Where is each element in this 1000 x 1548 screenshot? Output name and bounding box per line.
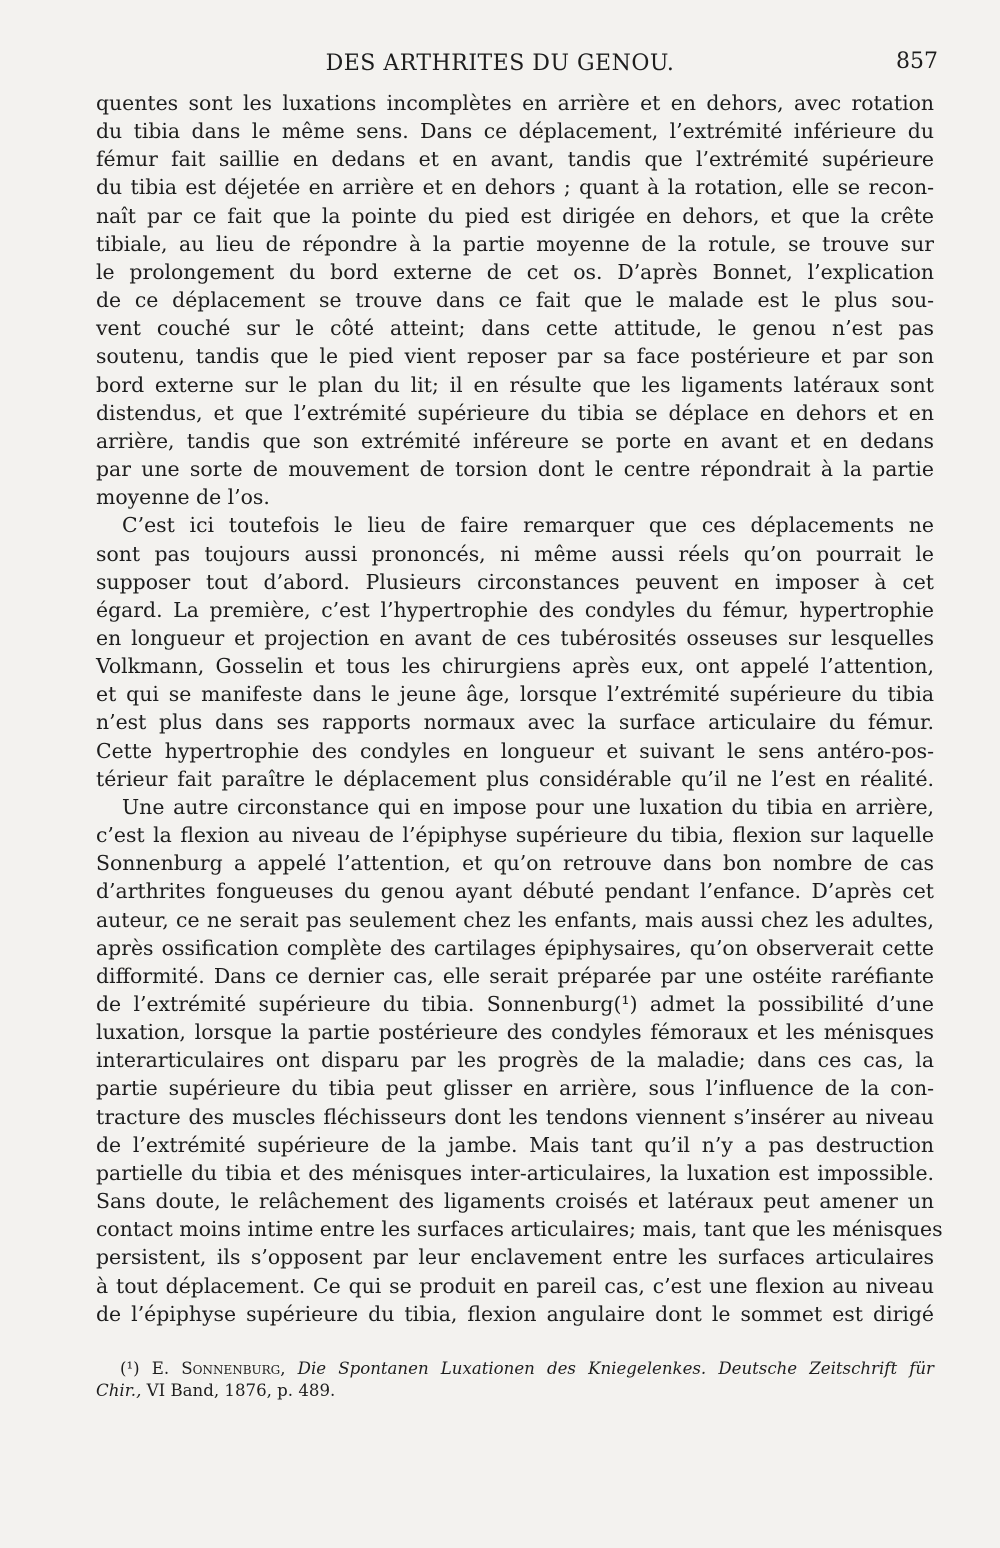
text-line: auteur, ce ne serait pas seulement chez les enfants, mais aussi chez les adultes, [96, 907, 934, 932]
text-line: d’arthrites fongueuses du genou ayant débuté pendant l’enfance. D’après cet [96, 879, 934, 904]
footnote-title: Die Spontanen Luxationen des Kniegelenkes. Deutsche Zeitschrift für [297, 1359, 934, 1378]
text-line: bord externe sur le plan du lit; il en résulte que les ligaments latéraux sont [96, 372, 934, 397]
text-line: persistent, ils s’opposent par leur enclavement entre les surfaces articulaires [96, 1245, 934, 1270]
text-line: distendus, et que l’extrémité supérieure du tibia se déplace en dehors et en [96, 400, 934, 425]
text-line: de l’extrémité supérieure du tibia. Sonnenburg(¹) admet la possibilité d’une [96, 992, 934, 1016]
paragraph-start-line: Une autre circonstance qui en impose pour une luxation du tibia en arrière, [122, 794, 934, 819]
text-line: en longueur et projection en avant de ces tubérosités osseuses sur lesquelles [96, 625, 934, 650]
text-line: après ossification complète des cartilages épiphysaires, qu’on observerait cette [96, 935, 934, 960]
running-title: DES ARTHRITES DU GENOU. [325, 51, 675, 76]
text-line: Cette hypertrophie des condyles en longueur et suivant le sens antéro-pos- [96, 738, 934, 763]
text-line: tibiale, au lieu de répondre à la partie moyenne de la rotule, se trouve sur [96, 231, 934, 256]
footnote-details: VI Band, 1876, p. 489. [141, 1381, 336, 1400]
text-line: naît par ce fait que la pointe du pied est dirigée en dehors, et que la crête [96, 203, 934, 228]
text-line: difformité. Dans ce dernier cas, elle serait préparée par une ostéite raréfiante [96, 963, 934, 988]
text-line: et qui se manifeste dans le jeune âge, lorsque l’extrémité supérieure du tibia [96, 682, 934, 707]
text-line: fémur fait saillie en dedans et en avant, tandis que l’extrémité supérieure [96, 147, 934, 172]
text-line: égard. La première, c’est l’hypertrophie des condyles du fémur, hypertrophie [96, 597, 934, 622]
text-line: soutenu, tandis que le pied vient reposer par sa face postérieure et par son [96, 344, 934, 369]
text-line: tracture des muscles fléchisseurs dont les tendons viennent s’insérer au niveau [96, 1104, 934, 1129]
footnote-line [96, 1380, 934, 1402]
text-line: à tout déplacement. Ce qui se produit en pareil cas, c’est une flexion au niveau [96, 1273, 934, 1298]
text-line: par une sorte de mouvement de torsion dont le centre répondrait à la partie [96, 457, 934, 482]
text-line: Sonnenburg a appelé l’attention, et qu’on retrouve dans bon nombre de cas [96, 851, 934, 876]
footnote-line [96, 1358, 934, 1380]
text-line: de l’extrémité supérieure de la jambe. Mais tant qu’il n’y a pas destruction [96, 1132, 934, 1157]
footnote-author: Sonnenburg, [181, 1359, 286, 1378]
text-line: du tibia dans le même sens. Dans ce déplacement, l’extrémité inférieure du [96, 119, 934, 144]
text-line: Sans doute, le relâchement des ligaments croisés et latéraux peut amener un [96, 1189, 934, 1214]
text-line: sont pas toujours aussi prononcés, ni même aussi réels qu’on pourrait le [96, 541, 934, 566]
text-line: partie supérieure du tibia peut glisser en arrière, sous l’influence de la con- [96, 1076, 934, 1101]
text-line: de ce déplacement se trouve dans ce fait que le malade est le plus sou- [96, 288, 934, 313]
text-line: contact moins intime entre les surfaces articulaires; mais, tant que les ménisques [96, 1217, 943, 1242]
text-line: c’est la flexion au niveau de l’épiphyse supérieure du tibia, flexion sur laquelle [96, 823, 934, 848]
paragraph-start-line: C’est ici toutefois le lieu de faire remarquer que ces déplacements ne [122, 513, 934, 538]
text-line: luxation, lorsque la partie postérieure des condyles fémoraux et les ménisques [96, 1020, 934, 1045]
text-line: moyenne de l’os. [96, 485, 270, 510]
text-line: interarticulaires ont disparu par les progrès de la maladie; dans ces cas, la [96, 1048, 934, 1073]
text-line: térieur fait paraître le déplacement plus considérable qu’il ne l’est en réalité. [96, 766, 934, 791]
text-line: n’est plus dans ses rapports normaux avec la surface articulaire du fémur. [96, 710, 934, 735]
body-text [96, 89, 943, 1328]
text-line: partielle du tibia et des ménisques inter-articulaires, la luxation est impossible. [96, 1160, 934, 1185]
text-line: supposer tout d’abord. Plusieurs circonstances peuvent en imposer à cet [96, 569, 934, 594]
text-line: le prolongement du bord externe de cet os. D’après Bonnet, l’explication [96, 259, 934, 284]
page-number: 857 [896, 49, 938, 74]
footnote-journal: Chir., [96, 1381, 142, 1400]
text-line: Volkmann, Gosselin et tous les chirurgiens après eux, ont appelé l’attention, [96, 654, 934, 679]
text-line: de l’épiphyse supérieure du tibia, flexion angulaire dont le sommet est dirigé [96, 1301, 934, 1326]
text-line: vent couché sur le côté atteint; dans cette attitude, le genou n’est pas [96, 316, 934, 341]
footnote-marker: (¹) E. [120, 1359, 170, 1378]
text-line: arrière, tandis que son extrémité inféreure se porte en avant et en dedans [96, 428, 934, 453]
text-line: du tibia est déjetée en arrière et en dehors ; quant à la rotation, elle se recon- [96, 175, 934, 200]
text-line: quentes sont les luxations incomplètes en arrière et en dehors, avec rotation [96, 91, 934, 115]
footnote [96, 1358, 934, 1402]
